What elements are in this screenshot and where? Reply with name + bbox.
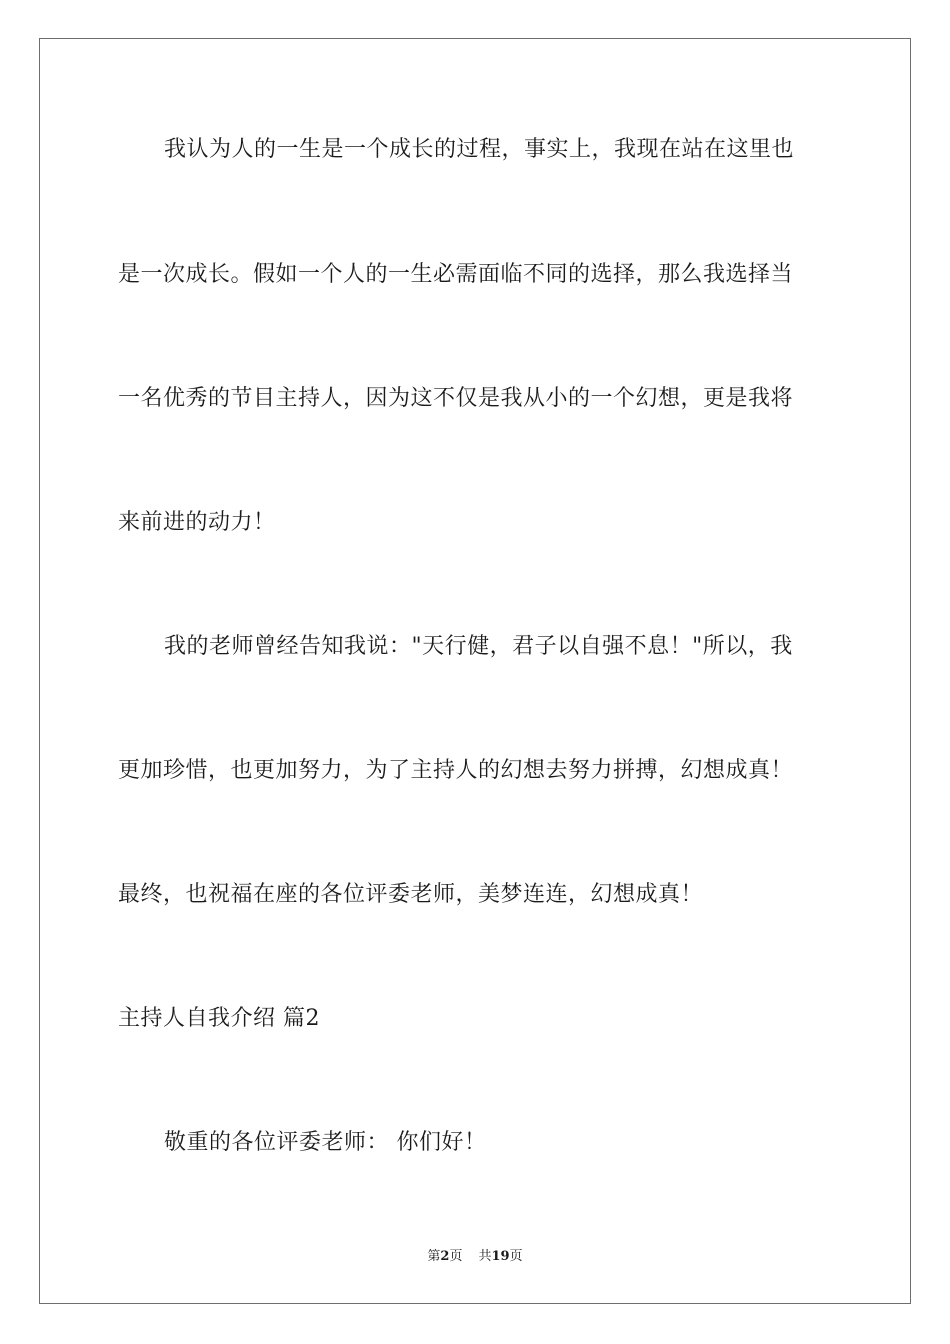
page-prefix: 第 [427, 1249, 441, 1264]
paragraph-1-line-2: 是一次成长。假如一个人的一生必需面临不同的选择，那么我选择当 [118, 262, 794, 287]
section-heading: 主持人自我介绍 篇2 [118, 1006, 320, 1031]
paragraph-2-line-1: 我的老师曾经告知我说："天行健，君子以自强不息！"所以，我 [164, 634, 793, 659]
paragraph-1-line-1: 我认为人的一生是一个成长的过程，事实上，我现在站在这里也 [164, 137, 795, 162]
page-border [39, 38, 911, 1304]
page-footer [0, 1248, 950, 1266]
greeting-line: 敬重的各位评委老师： 你们好！ [164, 1130, 487, 1155]
total-suffix: 页 [509, 1249, 523, 1264]
paragraph-3-line-1: 最终，也祝福在座的各位评委老师，美梦连连，幻想成真！ [118, 882, 704, 907]
total-prefix: 共 [478, 1249, 492, 1264]
paragraph-1-line-3: 一名优秀的节目主持人，因为这不仅是我从小的一个幻想，更是我将 [118, 386, 794, 411]
page-number: 2 [440, 1249, 450, 1264]
page-suffix: 页 [449, 1249, 463, 1264]
paragraph-2-line-2: 更加珍惜，也更加努力，为了主持人的幻想去努力拼搏，幻想成真！ [118, 758, 794, 783]
paragraph-1-line-4: 来前进的动力！ [118, 510, 276, 535]
total-pages: 19 [491, 1249, 510, 1264]
